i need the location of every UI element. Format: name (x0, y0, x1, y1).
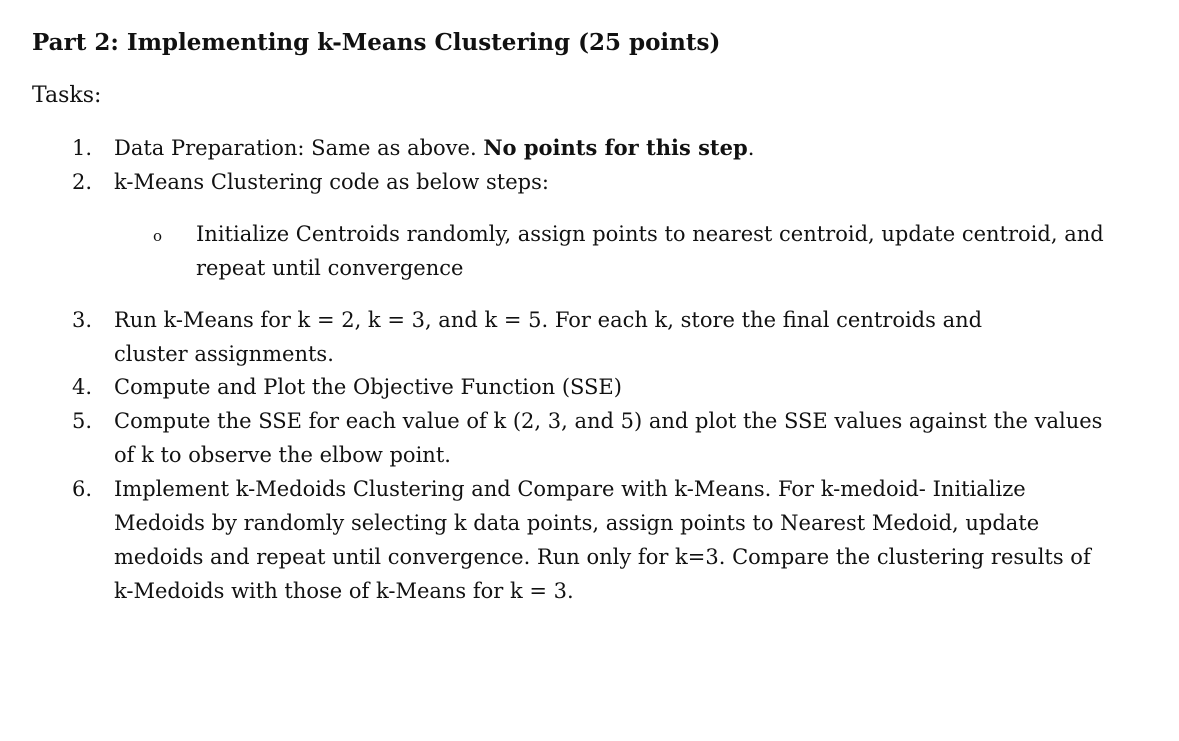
tasks-label: Tasks: (32, 83, 102, 108)
item-4-text: Compute and Plot the Objective Function (SSE) (114, 375, 622, 399)
sub-item-bullet: o (153, 227, 163, 245)
item-1-bold-text: No points for this step (483, 135, 748, 160)
item-5-text: Compute the SSE for each value of k (2, 3, and 5) and plot the SSE values against the values of k to observe the elbow point. (114, 409, 1103, 467)
item-2-number: 2. (72, 170, 93, 194)
item-2-text: k-Means Clustering code as below steps: (114, 170, 549, 194)
item-1-text-end: . (747, 136, 755, 160)
part-title: Part 2: Implementing k-Means Clustering (25 points) (32, 29, 721, 56)
item-6-text: Implement k-Medoids Clustering and Compare with k-Means. For k-medoid- Initialize Medoids by randomly selecting k data points, assign points to Nearest Medoid, update medoids and repeat until convergence. Run only for k=3. Compare the clustering results of k-Medoids with those of k-Means for k = 3. (114, 477, 1091, 603)
item-1-text-start: Data Preparation: Same as above. (114, 136, 484, 160)
item-1-number: 1. (72, 136, 93, 160)
item-4-number: 4. (72, 375, 93, 399)
sub-item-text: Initialize Centroids randomly, assign points to nearest centroid, update centroid, and repeat until convergence (196, 222, 1104, 280)
item-3-number: 3. (72, 308, 93, 332)
item-1-text (114, 131, 1104, 165)
item-6-number: 6. (72, 477, 93, 501)
item-5-number: 5. (72, 409, 93, 433)
item-3-text: Run k-Means for k = 2, k = 3, and k = 5. For each k, store the final centroids and cluster assignments. (114, 308, 983, 366)
